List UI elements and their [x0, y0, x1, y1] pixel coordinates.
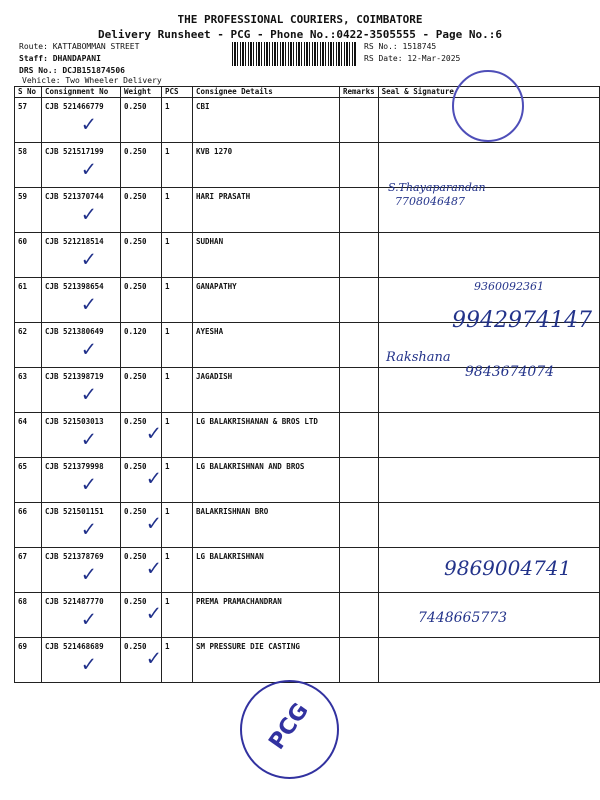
- handwritten-phone: 9843674074: [465, 364, 555, 380]
- pcg-stamp: [240, 680, 339, 779]
- cell-consignment: CJB 521487770 ✓: [42, 593, 121, 638]
- cell-consignee: HARI PRASATH: [193, 188, 340, 233]
- table-row: [15, 233, 600, 278]
- cell-consignment: CJB 521501151 ✓: [42, 503, 121, 548]
- col-signature: Seal & Signature: [378, 87, 599, 98]
- col-sno: S No: [15, 87, 42, 98]
- barcode: [232, 42, 357, 66]
- cell-consignee: LG BALAKRISHANAN & BROS LTD: [193, 413, 340, 458]
- cell-consignee: GANAPATHY: [193, 278, 340, 323]
- col-pcs: PCS: [162, 87, 193, 98]
- check-mark-icon: ✓: [82, 427, 96, 452]
- check-mark-icon: ✓: [147, 601, 161, 626]
- handwritten-phone: 9869004741: [444, 556, 572, 580]
- cell-pcs: 1: [162, 323, 193, 368]
- handwritten-name: Rakshana: [386, 350, 451, 365]
- cell-remarks: [340, 143, 379, 188]
- cell-sno: 60: [15, 233, 42, 278]
- runsheet-subtitle: Delivery Runsheet - PCG - Phone No.:0422-3505555 - Page No.:6: [98, 28, 502, 41]
- check-mark-icon: ✓: [82, 562, 96, 587]
- cell-consignment: CJB 521503013 ✓: [42, 413, 121, 458]
- cell-remarks: [340, 458, 379, 503]
- check-mark-icon: ✓: [82, 202, 96, 227]
- check-mark-icon: ✓: [147, 421, 161, 446]
- cell-pcs: 1: [162, 593, 193, 638]
- cell-consignee: KVB 1270: [193, 143, 340, 188]
- cell-remarks: [340, 368, 379, 413]
- cell-sno: 61: [15, 278, 42, 323]
- cell-remarks: [340, 548, 379, 593]
- cell-pcs: 1: [162, 188, 193, 233]
- cell-pcs: 1: [162, 98, 193, 143]
- cell-weight: 0.250: [121, 368, 162, 413]
- company-seal: [452, 70, 524, 142]
- cell-sno: 57: [15, 98, 42, 143]
- cell-consignee: CBI: [193, 98, 340, 143]
- cell-sno: 65: [15, 458, 42, 503]
- col-consignment: Consignment No: [42, 87, 121, 98]
- check-mark-icon: ✓: [82, 157, 96, 182]
- cell-consignment: CJB 521379998 ✓: [42, 458, 121, 503]
- route-label: Route: KATTABOMMAN STREET: [19, 42, 140, 51]
- handwritten-phone: 7708046487: [395, 195, 465, 208]
- cell-pcs: 1: [162, 413, 193, 458]
- cell-weight: 0.250: [121, 233, 162, 278]
- cell-weight: 0.250: [121, 188, 162, 233]
- cell-consignee: LG BALAKRISHNAN: [193, 548, 340, 593]
- cell-sno: 63: [15, 368, 42, 413]
- cell-consignment: CJB 521466779 ✓: [42, 98, 121, 143]
- cell-remarks: [340, 323, 379, 368]
- cell-sno: 67: [15, 548, 42, 593]
- cell-consignee: PREMA PRAMACHANDRAN: [193, 593, 340, 638]
- cell-sno: 68: [15, 593, 42, 638]
- cell-sno: 58: [15, 143, 42, 188]
- table-row: [15, 593, 600, 638]
- cell-consignment: CJB 521398719 ✓: [42, 368, 121, 413]
- cell-signature: [378, 413, 599, 458]
- check-mark-icon: ✓: [82, 472, 96, 497]
- cell-consignee: BALAKRISHNAN BRO: [193, 503, 340, 548]
- table-row: [15, 188, 600, 233]
- check-mark-icon: ✓: [82, 247, 96, 272]
- cell-remarks: [340, 593, 379, 638]
- vehicle-label: Vehicle: Two Wheeler Delivery: [22, 76, 162, 85]
- handwritten-name: S.Thayaparandan: [388, 181, 486, 194]
- cell-consignee: LG BALAKRISHNAN AND BROS: [193, 458, 340, 503]
- cell-remarks: [340, 98, 379, 143]
- cell-pcs: 1: [162, 233, 193, 278]
- runsheet-table: [14, 86, 600, 683]
- col-remarks: Remarks: [340, 87, 379, 98]
- check-mark-icon: ✓: [82, 607, 96, 632]
- cell-sno: 62: [15, 323, 42, 368]
- handwritten-phone: 9942974147: [452, 308, 592, 333]
- cell-signature: [378, 638, 599, 683]
- check-mark-icon: ✓: [82, 337, 96, 362]
- col-consignee: Consignee Details: [193, 87, 340, 98]
- table-row: [15, 458, 600, 503]
- handwritten-phone: 7448665773: [418, 610, 508, 626]
- cell-consignment: CJB 521468689 ✓: [42, 638, 121, 683]
- cell-consignee: JAGADISH: [193, 368, 340, 413]
- cell-consignment: CJB 521378769 ✓: [42, 548, 121, 593]
- cell-consignment: CJB 521218514 ✓: [42, 233, 121, 278]
- cell-consignment: CJB 521517199 ✓: [42, 143, 121, 188]
- cell-signature: [378, 458, 599, 503]
- cell-weight: 0.250: [121, 98, 162, 143]
- cell-weight: 0.250 ✓: [121, 503, 162, 548]
- cell-weight: 0.250: [121, 278, 162, 323]
- cell-remarks: [340, 503, 379, 548]
- cell-consignee: AYESHA: [193, 323, 340, 368]
- staff-label: Staff: DHANDAPANI: [19, 54, 101, 63]
- rs-date: RS Date: 12-Mar-2025: [364, 54, 461, 63]
- cell-pcs: 1: [162, 548, 193, 593]
- cell-weight: 0.120: [121, 323, 162, 368]
- cell-remarks: [340, 188, 379, 233]
- cell-consignee: SUDHAN: [193, 233, 340, 278]
- table-row: [15, 413, 600, 458]
- cell-remarks: [340, 413, 379, 458]
- table-row: [15, 503, 600, 548]
- check-mark-icon: ✓: [82, 652, 96, 677]
- drs-label: DRS No.: DCJB151874506: [19, 66, 125, 75]
- check-mark-icon: ✓: [82, 517, 96, 542]
- cell-sno: 64: [15, 413, 42, 458]
- check-mark-icon: ✓: [82, 292, 96, 317]
- col-weight: Weight: [121, 87, 162, 98]
- cell-consignment: CJB 521370744 ✓: [42, 188, 121, 233]
- cell-remarks: [340, 278, 379, 323]
- cell-weight: 0.250 ✓: [121, 593, 162, 638]
- cell-weight: 0.250 ✓: [121, 638, 162, 683]
- cell-pcs: 1: [162, 638, 193, 683]
- cell-weight: 0.250: [121, 143, 162, 188]
- cell-consignee: SM PRESSURE DIE CASTING: [193, 638, 340, 683]
- cell-consignment: CJB 521398654 ✓: [42, 278, 121, 323]
- cell-weight: 0.250 ✓: [121, 413, 162, 458]
- cell-sno: 66: [15, 503, 42, 548]
- check-mark-icon: ✓: [147, 511, 161, 536]
- cell-weight: 0.250 ✓: [121, 548, 162, 593]
- cell-pcs: 1: [162, 143, 193, 188]
- cell-remarks: [340, 638, 379, 683]
- check-mark-icon: ✓: [82, 112, 96, 137]
- cell-remarks: [340, 233, 379, 278]
- company-title: THE PROFESSIONAL COURIERS, COIMBATORE: [177, 13, 423, 26]
- cell-signature: [378, 233, 599, 278]
- cell-signature: [378, 503, 599, 548]
- cell-consignment: CJB 521380649 ✓: [42, 323, 121, 368]
- table-row: [15, 638, 600, 683]
- check-mark-icon: ✓: [147, 646, 161, 671]
- cell-pcs: 1: [162, 458, 193, 503]
- handwritten-phone: 9360092361: [474, 280, 544, 293]
- cell-pcs: 1: [162, 503, 193, 548]
- check-mark-icon: ✓: [147, 466, 161, 491]
- rs-number: RS No.: 1518745: [364, 42, 437, 51]
- cell-pcs: 1: [162, 278, 193, 323]
- check-mark-icon: ✓: [147, 556, 161, 581]
- stamp-text: PCG: [264, 698, 314, 755]
- cell-pcs: 1: [162, 368, 193, 413]
- table-row: [15, 143, 600, 188]
- cell-weight: 0.250 ✓: [121, 458, 162, 503]
- cell-sno: 59: [15, 188, 42, 233]
- check-mark-icon: ✓: [82, 382, 96, 407]
- cell-sno: 69: [15, 638, 42, 683]
